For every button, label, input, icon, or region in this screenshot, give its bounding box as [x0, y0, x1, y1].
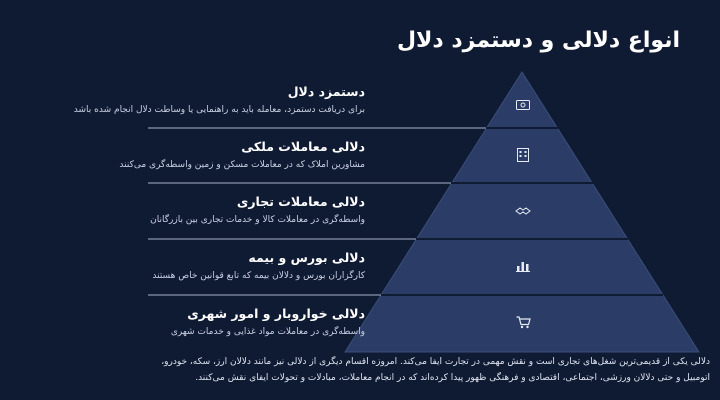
level-commercial: [35, 194, 365, 226]
level-heading: دلالی بورس و بیمه: [248, 250, 365, 265]
handshake-icon: [514, 202, 532, 220]
slide-title: انواع دلالی و دستمزد دلال: [396, 28, 680, 53]
level-description: مشاورین املاک که در معاملات مسکن و زمین واسطه‌گری می‌کنند: [119, 160, 365, 170]
level-dastmozd: [35, 84, 365, 116]
level-description: برای دریافت دستمزد، معامله باید به راهنمایی یا وساطت دلال انجام شده باشد: [73, 105, 365, 115]
level-description: واسطه‌گری در معاملات مواد غذایی و خدمات شهری: [170, 327, 365, 337]
money-icon: [514, 96, 532, 114]
level-description: واسطه‌گری در معاملات کالا و خدمات تجاری بین بازرگانان: [150, 215, 365, 225]
level-grocery-urban: [35, 306, 365, 338]
level-heading: دلالی معاملات ملکی: [241, 139, 365, 154]
level-stock-insurance: [35, 250, 365, 282]
footer-line: اتومبیل و حتی دلالان ورزشی، اجتماعی، اقتصادی و فرهنگی ظهور پیدا کرده‌اند که در انجام معاملات، مبادلات و تحولات ایفای نقش می‌کنند.: [195, 373, 710, 383]
level-heading: دلالی خواروبار و امور شهری: [187, 306, 365, 321]
level-real-estate: [35, 139, 365, 171]
cart-icon: [514, 313, 532, 331]
footer-note: [8, 354, 710, 386]
level-heading: دلالی معاملات تجاری: [236, 194, 365, 209]
chart-icon: [514, 257, 532, 275]
level-description: کارگزاران بورس و دلالان بیمه که تابع قوانین خاص هستند: [152, 271, 365, 281]
level-heading: دستمزد دلال: [287, 84, 365, 99]
building-icon: [514, 146, 532, 164]
footer-line: دلالی یکی از قدیمی‌ترین شغل‌های تجاری است و نقش مهمی در تجارت ایفا می‌کند. امروزه اقسام دیگری از دلالی نیز مانند دلالان ارز، سکه، خودرو،: [161, 357, 710, 367]
